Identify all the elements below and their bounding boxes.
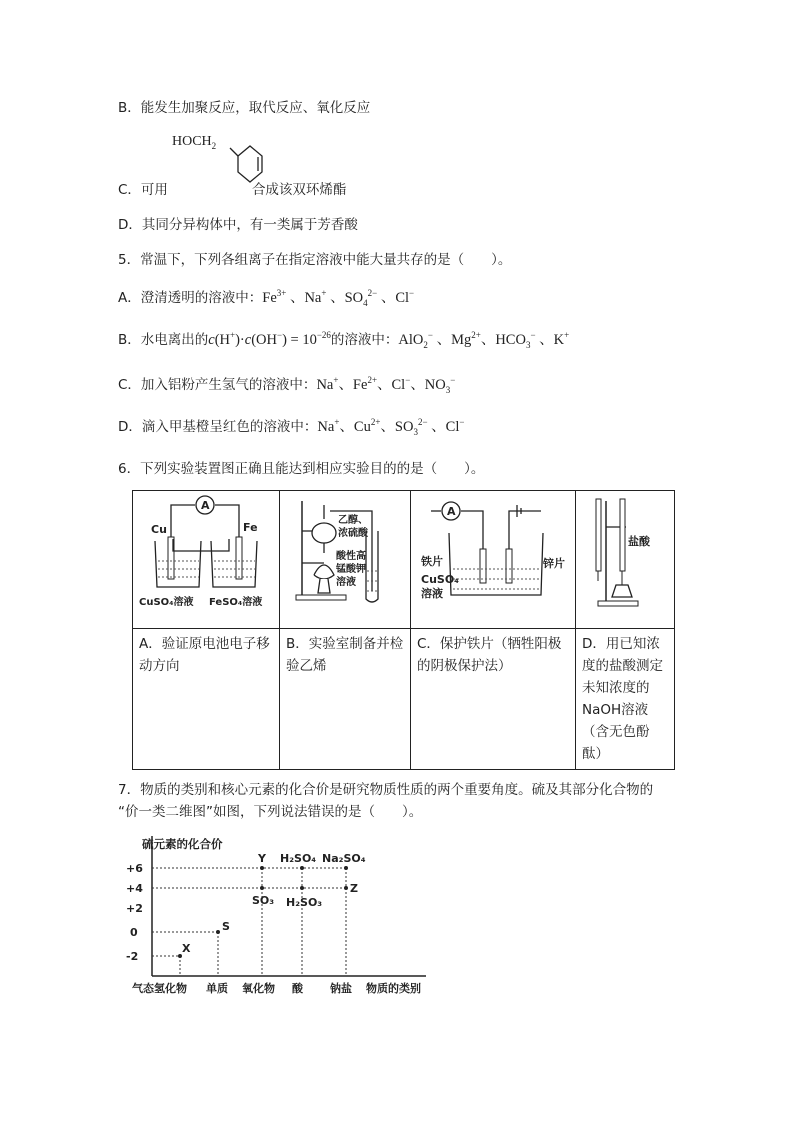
mol-label: $HOCH_2$ [172, 134, 217, 151]
q7-stem-line2: “价一类二维图”如图，下列说法错误的是（ ）。 [118, 804, 423, 820]
caption-a: A．验证原电池电子移动方向 [133, 629, 280, 770]
figa-fe: Fe [243, 521, 258, 534]
q5-d-ions: Na+、$Cu^{2+}$、$SO_3^{2-}$ 、Cl− [317, 417, 465, 437]
experiment-table [132, 490, 675, 770]
q5-b-condition: $c(H^+)\cdot c(OH^-) = 10^{-26}$ [208, 330, 331, 348]
q5-option-b: B．水电离出的$c(H^+)\cdot c(OH^-) = 10^{-26}$的溶液中：AlO$_2$− 、$Mg^{2+}$、$HCO_3^-$ 、K+ [118, 330, 570, 350]
pt-y: Y [258, 852, 266, 865]
q5-stem: 5．常温下，下列各组离子在指定溶液中能大量共存的是（ ）。 [118, 252, 512, 268]
graph-ylabel: 硫元素的化合价 [142, 837, 223, 851]
xcat-oxide: 氧化物 [242, 982, 275, 995]
fig-a-cell [133, 491, 280, 629]
figa-sol1: CuSO₄溶液 [139, 597, 194, 608]
cathodic-protection-figure [411, 491, 575, 628]
q5-option-d: D．滴入甲基橙呈红色的溶液中：Na+、$Cu^{2+}$、$SO_3^{2-}$ 、Cl− [118, 417, 465, 437]
pt-so3: SO₃ [252, 894, 275, 907]
ytick-p4: +4 [126, 882, 143, 895]
q4-option-c: C．可用 合成该双环烯酯 [118, 182, 347, 198]
q7-stem-line1: 7．物质的类别和核心元素的化合价是研究物质性质的两个重要角度。硫及其部分化合物的 [118, 782, 654, 798]
figb-l4: 锰酸钾 [336, 564, 366, 575]
caption-b: B．实验室制备并检验乙烯 [280, 629, 411, 770]
fig-d-cell [576, 491, 675, 629]
xcat-salt: 钠盐 [330, 982, 352, 995]
figc-meter: A [447, 505, 456, 518]
q4-option-d: D．其同分异构体中，有一类属于芳香酸 [118, 217, 358, 233]
q4-option-b: B．能发生加聚反应，取代反应、氧化反应 [118, 100, 371, 116]
figc-fe: 铁片 [421, 555, 443, 568]
q5-option-a: A．澄清透明的溶液中：$Fe^{3+}$ 、Na+ 、$SO_4^{2-}$ 、Cl− [118, 288, 415, 308]
pt-z: Z [350, 882, 358, 895]
ethylene-apparatus-figure [280, 491, 410, 628]
titration-figure [576, 491, 674, 628]
fig-b-cell [280, 491, 411, 629]
pt-x: X [182, 942, 191, 955]
caption-c: C．保护铁片（牺牲阳极的阴极保护法） [411, 629, 576, 770]
q5-b-ions: AlO$_2$− 、$Mg^{2+}$、$HCO_3^-$ 、K+ [398, 330, 570, 350]
ytick-p6: +6 [126, 862, 143, 875]
caption-d: D．用已知浓度的盐酸测定未知浓度的NaOH溶液（含无色酚酞） [576, 629, 675, 770]
pt-h2so3: H₂SO₃ [286, 896, 323, 909]
xcat-element: 单质 [206, 982, 228, 995]
figb-l3: 酸性高 [336, 551, 366, 562]
figa-sol2: FeSO₄溶液 [209, 597, 263, 608]
figd-acid: 盐酸 [628, 535, 650, 548]
pt-h2so4: H₂SO₄ [280, 852, 317, 865]
ytick-0: 0 [130, 926, 138, 939]
q5-option-c: C．加入铝粉产生氢气的溶液中：Na+、$Fe^{2+}$、Cl−、$NO_3^-$ [118, 375, 456, 395]
pt-na2so4: Na₂SO₄ [322, 852, 366, 865]
fig-c-cell [411, 491, 576, 629]
figa-cu: Cu [151, 523, 167, 536]
q6-stem: 6．下列实验装置图正确且能达到相应实验目的的是（ ）。 [118, 461, 485, 477]
figa-meter: A [201, 499, 210, 512]
ytick-p2: +2 [126, 902, 143, 915]
figb-l5: 溶液 [336, 577, 356, 588]
figc-sol: CuSO₄ [421, 573, 459, 586]
xcat-hydride: 气态氢化物 [132, 982, 187, 995]
ytick-m2: -2 [126, 950, 139, 963]
q5-a-ions: $Fe^{3+}$ 、Na+ 、$SO_4^{2-}$ 、Cl− [262, 288, 415, 308]
figc-sol2: 溶液 [421, 587, 443, 600]
galvanic-cell-figure [133, 491, 279, 628]
pt-s: S [222, 920, 230, 933]
figb-l2: 浓硫酸 [338, 528, 368, 539]
q5-c-ions: Na+、$Fe^{2+}$、Cl−、$NO_3^-$ [316, 375, 456, 395]
xcat-acid: 酸 [292, 982, 303, 995]
xcat-category: 物质的类别 [366, 982, 421, 995]
valence-category-graph [126, 826, 456, 1004]
figc-zn: 锌片 [543, 557, 565, 570]
figb-l1: 乙醇、 [338, 515, 368, 526]
